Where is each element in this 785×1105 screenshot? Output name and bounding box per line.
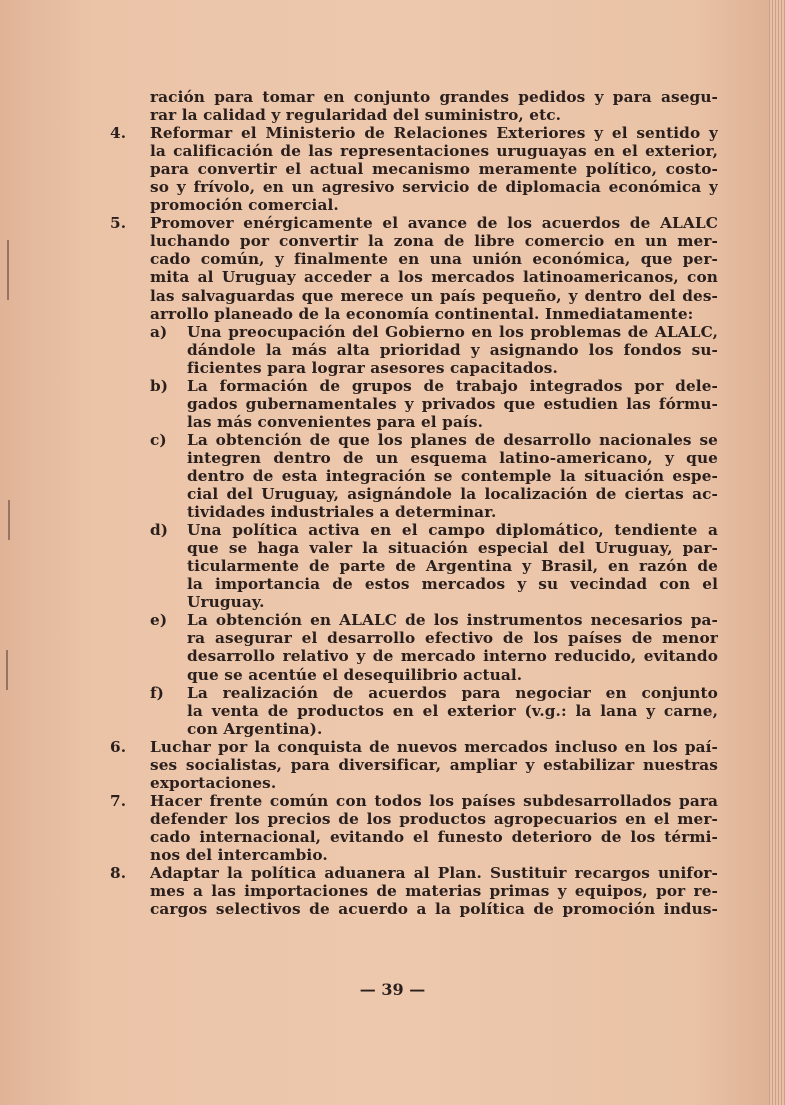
- text-line: [187, 467, 718, 485]
- text-line: [187, 611, 718, 629]
- line-text: ticularmente de parte de Argentina y Brasil, en razón de: [187, 557, 718, 576]
- line-text: gados gubernamentales y privados que estudien las fórmu-: [187, 394, 718, 413]
- line-text: que se haga valer la situación especial del Uruguay, par-: [187, 539, 718, 558]
- sub-item-body: [187, 684, 718, 738]
- line-text: so y frívolo, en un agresivo servicio de diplomacia económica y: [150, 178, 718, 197]
- text-line: [187, 413, 718, 431]
- text-line: [150, 106, 718, 124]
- line-text: Adaptar la política aduanera al Plan. Sustituir recargos unifor-: [150, 864, 718, 883]
- text-line: [150, 738, 718, 756]
- text-line: [187, 521, 718, 539]
- line-text: La formación de grupos de trabajo integrados por dele-: [187, 376, 718, 395]
- list-item: [110, 214, 718, 737]
- text-line: [187, 539, 718, 557]
- text-line: [150, 774, 718, 792]
- line-text: rar la calidad y regularidad del suministro, etc.: [150, 106, 562, 125]
- text-line: [187, 449, 718, 467]
- text-line: [187, 485, 718, 503]
- text-line: [150, 305, 718, 323]
- list-item: [110, 792, 718, 864]
- list-item: [110, 124, 718, 214]
- line-text: mes a las importaciones de materias primas y equipos, por re-: [150, 882, 718, 901]
- line-text: la importancia de estos mercados y su vecindad con el: [187, 575, 718, 594]
- sub-item: [150, 431, 718, 521]
- item-body: [150, 864, 718, 918]
- sub-item-label: b): [150, 376, 169, 395]
- page-edge: [769, 0, 785, 1105]
- line-text: ración para tomar en conjunto grandes pedidos y para asegu-: [150, 88, 718, 106]
- line-text: promoción comercial.: [150, 196, 339, 215]
- sub-item-body: [187, 323, 718, 377]
- sub-item: [150, 377, 718, 431]
- text-line: [187, 341, 718, 359]
- sub-item: [150, 323, 718, 377]
- text-line: [187, 557, 718, 575]
- list-item: [110, 738, 718, 792]
- sub-item-body: [187, 521, 718, 611]
- body-text: [110, 88, 718, 918]
- line-text: Reformar el Ministerio de Relaciones Exteriores y el sentido y: [150, 124, 718, 143]
- line-text: cado común, y finalmente en una unión económica, que per-: [150, 250, 718, 269]
- text-line: [187, 377, 718, 395]
- line-text: dándole la más alta prioridad y asignando los fondos su-: [187, 340, 718, 359]
- text-line: [187, 431, 718, 449]
- scan-mark: [8, 500, 10, 540]
- sub-item-label: e): [150, 611, 168, 630]
- scan-mark: [7, 240, 9, 300]
- line-text: ra asegurar el desarrollo efectivo de los países de menor: [187, 629, 718, 648]
- line-text: dentro de esta integración se contemple la situación espe-: [187, 466, 718, 485]
- sub-item-label: c): [150, 430, 167, 449]
- line-text: exportaciones.: [150, 773, 277, 792]
- line-text: luchando por convertir la zona de libre comercio en un mer-: [150, 232, 718, 251]
- line-text: cial del Uruguay, asignándole la localización de ciertas ac-: [187, 485, 718, 504]
- line-text: Hacer frente común con todos los países subdesarrollados para: [150, 791, 718, 810]
- text-line: [150, 900, 718, 918]
- text-line: [187, 629, 718, 647]
- item-body: [150, 738, 718, 792]
- sub-item-body: [187, 377, 718, 431]
- text-line: [150, 232, 718, 250]
- line-text: Una política activa en el campo diplomático, tendiente a: [187, 521, 718, 540]
- text-line: [150, 160, 718, 178]
- line-text: ficientes para lograr asesores capacitados.: [187, 358, 558, 377]
- line-text: mita al Uruguay acceder a los mercados latinoamericanos, con: [150, 268, 718, 287]
- line-text: las más convenientes para el país.: [187, 412, 484, 431]
- text-line: [187, 666, 718, 684]
- sub-item: [150, 521, 718, 611]
- text-line: [150, 250, 718, 268]
- item-number: [110, 88, 150, 124]
- line-text: Promover enérgicamente el avance de los acuerdos de ALALC: [150, 214, 718, 233]
- text-line: [187, 593, 718, 611]
- text-line: [150, 882, 718, 900]
- item-number: 4.: [110, 124, 127, 143]
- text-line: [187, 647, 718, 665]
- line-text: tividades industriales a determinar.: [187, 503, 497, 522]
- item-number: 6.: [110, 737, 127, 756]
- item-body: [150, 792, 718, 864]
- text-line: [150, 287, 718, 305]
- sub-item-body: [187, 611, 718, 683]
- line-text: ses socialistas, para diversificar, ampliar y estabilizar nuestras: [150, 755, 718, 774]
- sub-item-body: [187, 431, 718, 521]
- text-line: [187, 503, 718, 521]
- text-line: [150, 864, 718, 882]
- item-number: 5.: [110, 214, 127, 233]
- line-text: Una preocupación del Gobierno en los problemas de ALALC,: [187, 322, 718, 341]
- line-text: Uruguay.: [187, 593, 265, 612]
- list-item: [110, 864, 718, 918]
- line-text: Luchar por la conquista de nuevos mercados incluso en los paí-: [150, 737, 718, 756]
- text-line: [150, 268, 718, 286]
- text-line: [187, 684, 718, 702]
- line-text: La obtención de que los planes de desarrollo nacionales se: [187, 430, 718, 449]
- line-text: La realización de acuerdos para negociar en conjunto: [187, 683, 718, 702]
- text-line: [187, 702, 718, 720]
- item-number: 7.: [110, 791, 127, 810]
- text-line: [187, 323, 718, 341]
- text-line: [187, 359, 718, 377]
- sub-item-label: f): [150, 683, 165, 702]
- text-line: [150, 810, 718, 828]
- line-text: cargos selectivos de acuerdo a la política de promoción indus-: [150, 900, 718, 919]
- text-line: [150, 88, 718, 106]
- text-line: [150, 142, 718, 160]
- sub-item-label: a): [150, 322, 168, 341]
- text-line: [150, 828, 718, 846]
- line-text: arrollo planeado de la economía continental. Inmediatamente:: [150, 304, 694, 323]
- text-line: [150, 846, 718, 864]
- text-line: [187, 720, 718, 738]
- line-text: la venta de productos en el exterior (v.g.: la lana y carne,: [187, 701, 718, 720]
- text-line: [150, 178, 718, 196]
- text-line: [150, 124, 718, 142]
- scan-mark: [6, 650, 8, 690]
- list-item: [110, 88, 718, 124]
- line-text: nos del intercambio.: [150, 845, 328, 864]
- item-body: [150, 88, 718, 124]
- line-text: La obtención en ALALC de los instrumentos necesarios pa-: [187, 611, 718, 630]
- line-text: para convertir el actual mecanismo meramente político, costo-: [150, 160, 718, 179]
- text-line: [150, 214, 718, 232]
- sub-item: [150, 611, 718, 683]
- text-line: [150, 756, 718, 774]
- item-body: [150, 214, 718, 737]
- line-text: integren dentro de un esquema latino-americano, y que: [187, 448, 718, 467]
- item-number: 8.: [110, 864, 127, 883]
- text-line: [187, 575, 718, 593]
- line-text: las salvaguardas que merece un país pequeño, y dentro del des-: [150, 286, 718, 305]
- line-text: desarrollo relativo y de mercado interno reducido, evitando: [187, 647, 718, 666]
- sub-item: [150, 684, 718, 738]
- text-line: [150, 196, 718, 214]
- sub-item-label: d): [150, 521, 169, 540]
- text-line: [187, 395, 718, 413]
- text-line: [150, 792, 718, 810]
- page-number: — 39 —: [359, 980, 426, 999]
- line-text: con Argentina).: [187, 719, 323, 738]
- line-text: que se acentúe el desequilibrio actual.: [187, 665, 523, 684]
- line-text: cado internacional, evitando el funesto deterioro de los térmi-: [150, 827, 718, 846]
- line-text: la calificación de las representaciones uruguayas en el exterior,: [150, 142, 718, 161]
- item-body: [150, 124, 718, 214]
- line-text: defender los precios de los productos agropecuarios en el mer-: [150, 809, 718, 828]
